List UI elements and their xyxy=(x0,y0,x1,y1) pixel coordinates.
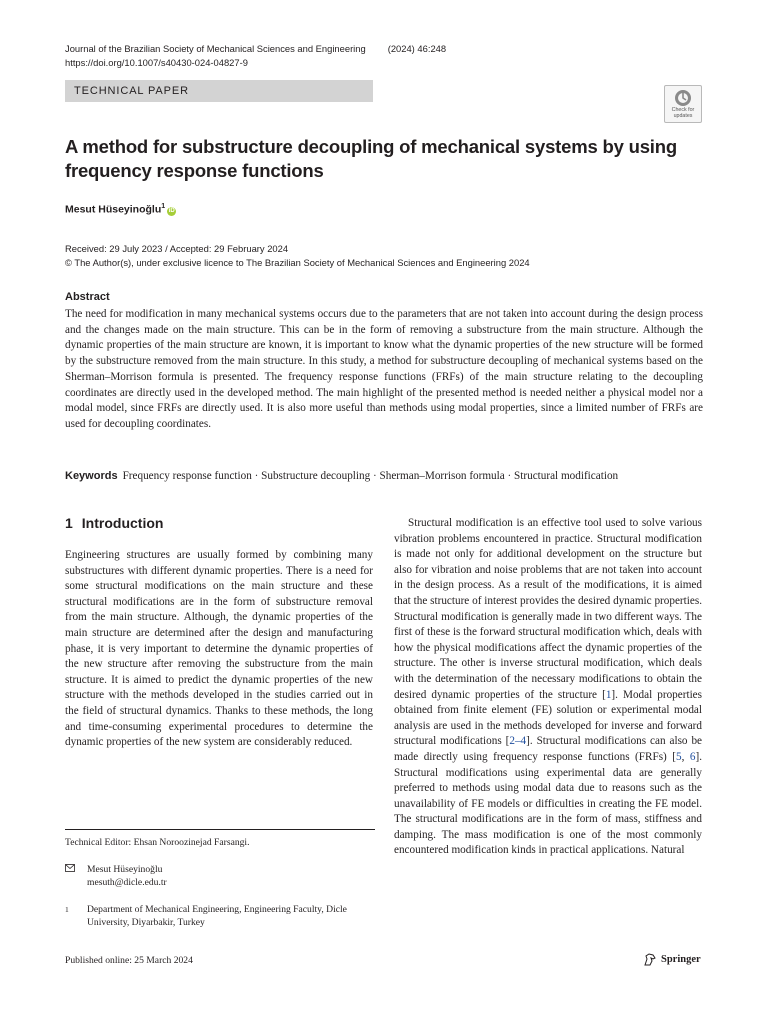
affiliation-text: Department of Mechanical Engineering, Engineering Faculty, Dicle University, Diyarbakir, Turkey xyxy=(87,904,347,928)
doi-link[interactable]: https://doi.org/10.1007/s40430-024-04827-9 xyxy=(65,57,248,68)
author-affil-sup: 1 xyxy=(161,203,166,210)
contact-footnote xyxy=(65,863,373,889)
footnotes xyxy=(65,836,373,943)
citation-link[interactable]: 2–4 xyxy=(509,735,527,748)
keywords-line xyxy=(65,469,725,484)
citation-link[interactable]: 6 xyxy=(689,750,696,763)
published-online: Published online: 25 March 2024 xyxy=(65,955,193,966)
journal-header xyxy=(65,42,446,70)
copyright-line: © The Author(s), under exclusive licence to The Brazilian Society of Mechanical Sciences and Engineering 2024 xyxy=(65,257,530,268)
author-line xyxy=(65,203,176,216)
section-heading-introduction xyxy=(65,515,163,531)
orcid-icon[interactable]: iD xyxy=(168,207,175,214)
text-run: , xyxy=(681,750,690,763)
section-number: 1 xyxy=(65,515,73,531)
contact-email[interactable]: mesuth@dicle.edu.tr xyxy=(87,877,167,888)
publisher-name: Springer xyxy=(661,954,701,965)
abstract-text: The need for modification in many mechanical systems occurs due to the parameters that are not taken into account during the design process and the changes made on the main structure. This can be in the form of removing a substructure from the main structure. Although the dynamic properties of the main structure are known, it is important to know what the dynamic properties of the new structure will be formed by the substructure removed from the main structure. In this study, a method for substructure decoupling of mechanical systems based on the Sherman–Morrison formula is presented. The frequency response functions (FRFs) of the main structure relating to the decoupling coordinates are directly used in the developed method. The main highlight of the presented method is needed neither a physical model nor a modal model, since FRFs are directly used. It is also more useful than methods using modal properties, since a limited number of FRFs are used for decoupling coordinates. xyxy=(65,308,703,430)
journal-name: Journal of the Brazilian Society of Mechanical Sciences and Engineering xyxy=(65,43,366,54)
article-type-banner: TECHNICAL PAPER xyxy=(65,80,373,102)
intro-paragraph-right xyxy=(394,516,702,859)
contact-name: Mesut Hüseyinoğlu xyxy=(87,864,163,875)
received-accepted: Received: 29 July 2023 / Accepted: 29 February 2024 xyxy=(65,243,289,254)
envelope-icon xyxy=(65,863,87,889)
text-run: ]. Modal properties obtained from finite element (FE) solution or experimental modal analysis are used in the methods developed for inverse and forward structural modifications [ xyxy=(394,688,702,748)
publisher-logo[interactable] xyxy=(643,953,701,966)
springer-horse-icon xyxy=(643,953,657,966)
check-for-updates-badge[interactable] xyxy=(664,85,702,123)
author-name[interactable]: Mesut Hüseyinoğlu xyxy=(65,203,162,216)
text-run: ]. Structural modifications can also be made directly using frequency response functions (FRFs) [ xyxy=(394,735,702,763)
section-title: Introduction xyxy=(81,515,164,531)
footnote-divider xyxy=(65,829,375,830)
journal-volume: (2024) 46:248 xyxy=(387,43,447,54)
citation-link[interactable]: 1 xyxy=(605,688,612,701)
check-updates-line1: Check for xyxy=(671,107,695,113)
intro-paragraph-left: Engineering structures are usually formed by combining many substructures with different dynamic properties. There is a need for some structural modifications on the main structure and these structural modifications are in the form of substructure removal from the main structure. Although, the dynamic properties of the main structure are determined after the design and manufacturing phase, it is very important to determine the dynamic properties of the new structure after removing the substructure from the main structure. It is aimed to predict the dynamic properties of the new structure with the methods developed in the studies carried out in the field of structural dynamics. Thanks to these methods, the long and time-consuming experimental procedures to determine the dynamic properties of the new system are considerably reduced. xyxy=(65,549,373,749)
technical-editor-note: Technical Editor: Ehsan Noroozinejad Farsangi. xyxy=(65,837,250,848)
keywords-text: Frequency response function · Substructure decoupling · Sherman–Morrison formula · Structural modification xyxy=(122,470,619,482)
text-run: Structural modification is an effective tool used to solve various vibration problems encountered in practice. Structural modification is made not only for additional development on the structure but also for vibration and noise problems that are not taken into account in the design process. As a result of the modifications, it is aimed that the structure of interest provides the desired dynamic properties. Structural modification is generally made in two different ways. The first of these is the forward structural modification which, deals with how the physical modifications affect the dynamic properties of the structure. The other is inverse structural modification, which deals with the determination of the necessary modifications to obtain the desired dynamic properties of the structure [ xyxy=(394,517,702,701)
article-title: A method for substructure decoupling of mechanical systems by using frequency response functions xyxy=(65,136,677,181)
check-updates-icon xyxy=(674,89,692,107)
affiliation-number: 1 xyxy=(65,905,69,914)
dates-block xyxy=(65,242,530,270)
check-updates-line2: updates xyxy=(673,113,693,119)
affiliation-footnote xyxy=(65,903,373,929)
text-run: ]. Structural modifications using experimental data are generally preferred to methods using modal data due to reasons such as the unavailability of FE models or difficulties in creating the FE model. The structural modifications are in the form of mass, stiffness and damping. The mass modification is one of the most commonly encountered modification kinds in practical applications. Natural xyxy=(394,750,702,857)
keywords-label: Keywords xyxy=(65,470,118,482)
citation-link[interactable]: 5 xyxy=(675,750,682,763)
abstract-heading: Abstract xyxy=(65,291,110,303)
